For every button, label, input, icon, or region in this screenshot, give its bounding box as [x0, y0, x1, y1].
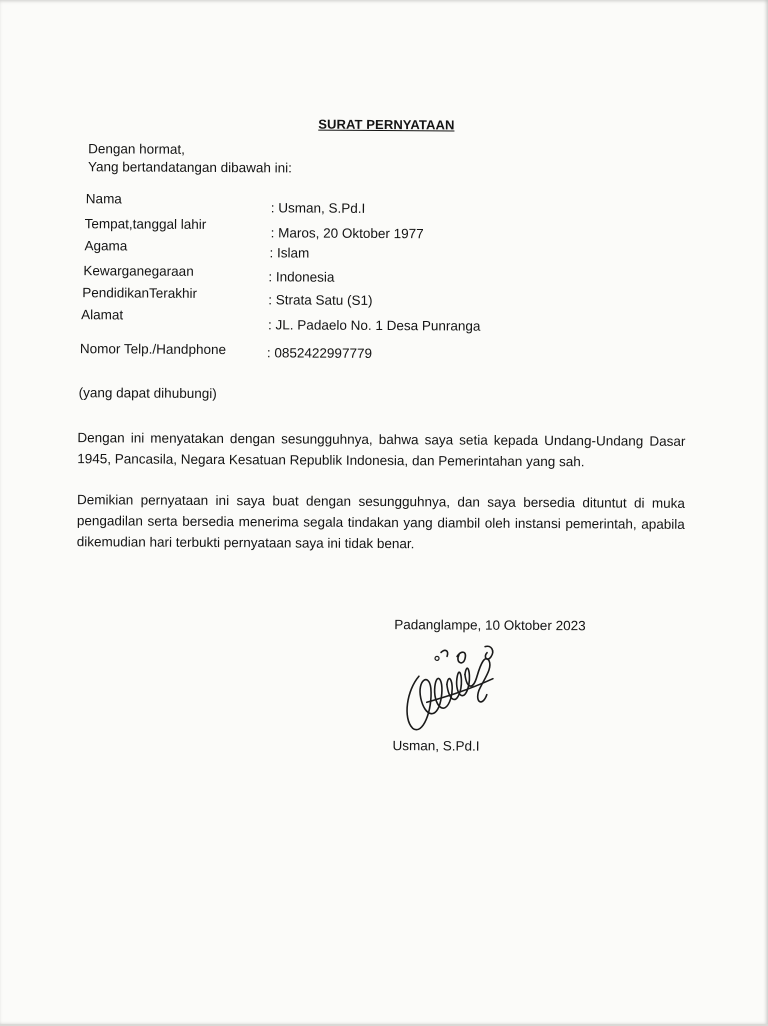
field-value-ttl: : Maros, 20 Oktober 1977 [270, 225, 424, 242]
statement-paragraph: Dengan ini menyatakan dengan sesungguhnya, bahwa saya setia kepada Undang-Undang Dasar 1945, Pancasila, Negara Kesatuan Republik Indonesia, dan Pemerintahan yang sah. [77, 430, 686, 470]
field-label-kewarganegaraan: Kewarganegaraan [83, 263, 194, 279]
salutation: Dengan hormat, [88, 141, 185, 157]
field-label-nama: Nama [85, 191, 122, 207]
field-label-telepon: Nomor Telp./Handphone [79, 341, 227, 358]
place-date: Padanglampe, 10 Oktober 2023 [394, 617, 586, 634]
phone-note: (yang dapat dihubungi) [78, 385, 217, 402]
intro-text: Yang bertandatangan dibawah ini: [87, 159, 292, 176]
field-label-pendidikan: PendidikanTerakhir [82, 285, 198, 301]
closing-paragraph: Demikian pernyataan ini saya buat dengan sesungguhnya, dan saya bersedia dituntut di muka pengadilan serta bersedia menerima segala tindakan yang diambil oleh instansi pemerintah, apabila dikemudian hari terbukti pernyataan saya ini tidak benar. [76, 492, 686, 552]
field-label-alamat: Alamat [81, 307, 124, 323]
document-title: SURAT PERNYATAAN [318, 116, 455, 133]
field-value-kewarganegaraan: : Indonesia [268, 269, 335, 285]
field-label-ttl: Tempat,tanggal lahir [84, 216, 207, 232]
field-label-agama: Agama [84, 238, 128, 254]
field-value-nama: : Usman, S.Pd.I [270, 200, 366, 216]
field-value-pendidikan: : Strata Satu (S1) [268, 292, 373, 308]
signer-name: Usman, S.Pd.I [392, 738, 480, 754]
field-value-telepon: : 0852422997779 [266, 345, 373, 361]
field-value-alamat: : JL. Padaelo No. 1 Desa Punranga [268, 317, 481, 334]
handwritten-signature [397, 640, 508, 741]
field-value-agama: : Islam [269, 245, 310, 261]
